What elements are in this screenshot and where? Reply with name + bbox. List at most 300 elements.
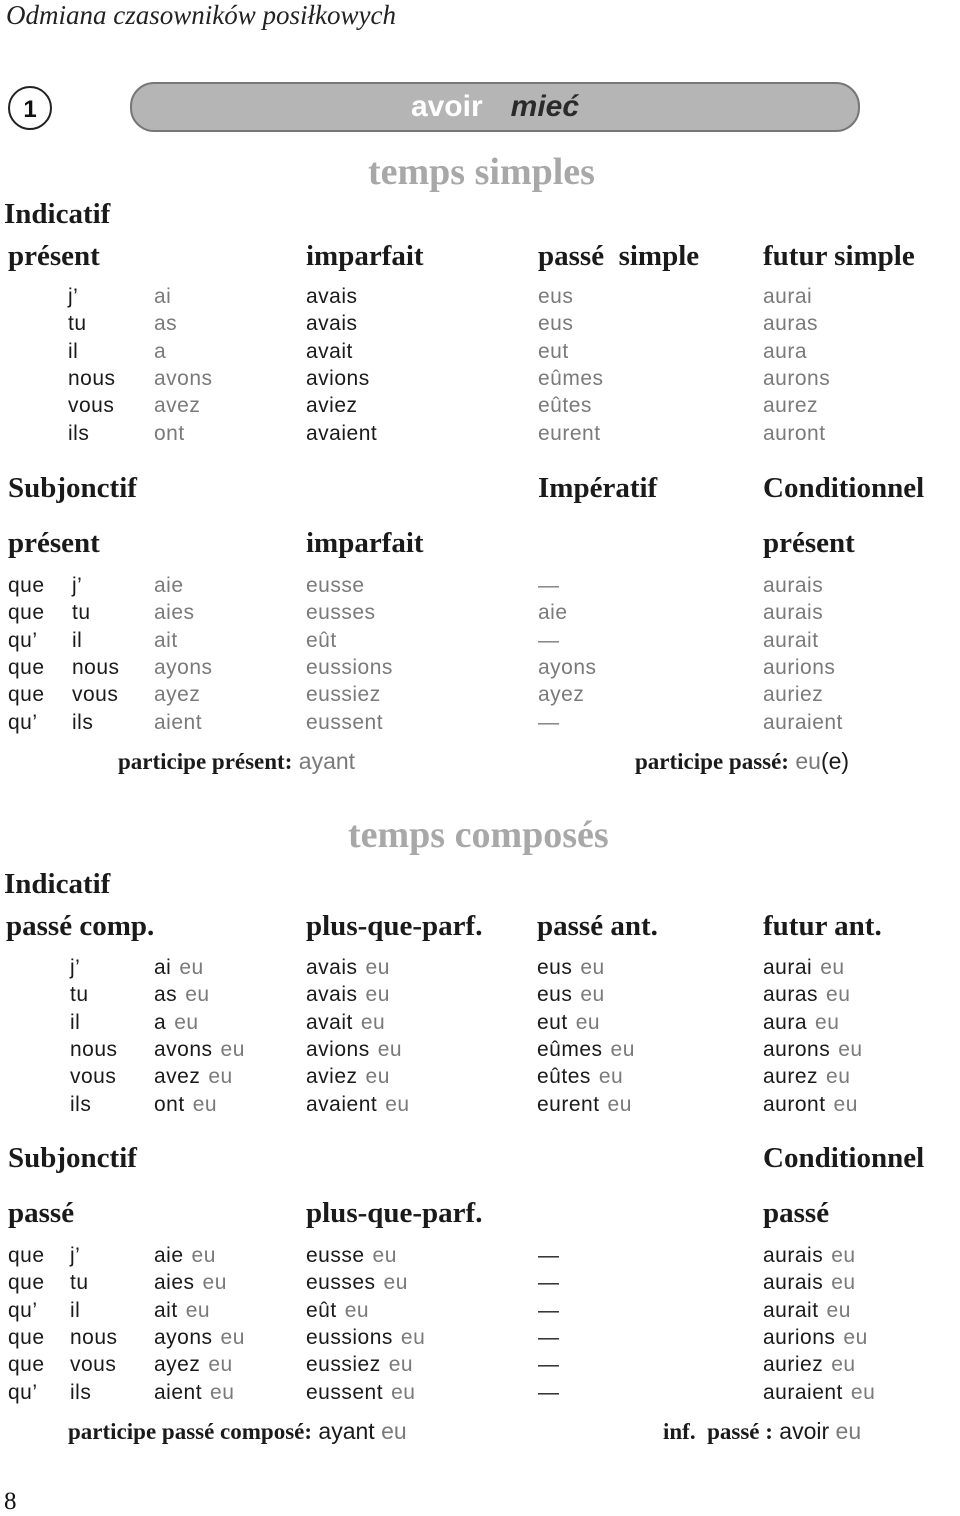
subjc-passe-5 (154, 1381, 234, 1405)
indc-passe-anterieur-3-aux: eu (610, 1037, 635, 1061)
indc-futur-anterieur-2-aux: eu (815, 1010, 840, 1034)
subj-present-5 (154, 711, 202, 735)
ind-present-0-text: ai (154, 285, 172, 308)
subj-pronoun-0-text: j’ (72, 574, 83, 597)
participe-passe-label: participe passé: (635, 749, 789, 774)
subjc-pronoun-3-text: nous (70, 1325, 118, 1349)
subjc-imperatif-5 (538, 1381, 560, 1405)
indc-passe-compose-0-text: ai (154, 956, 172, 979)
ind-futur-2 (763, 340, 807, 364)
subj-present-5-text: aient (154, 710, 203, 734)
subj-present-0-text: aie (154, 574, 184, 597)
verb-french: avoir (410, 90, 483, 123)
ind-imparfait-4-text: aviez (306, 394, 358, 418)
ind-imparfait-0-text: avais (306, 285, 358, 308)
subj-pronoun-2 (72, 629, 82, 653)
ind-pronoun-0 (68, 285, 78, 309)
subjc-imperatif-3-text: — (538, 1325, 560, 1349)
subj-imparfait-2-text: eût (306, 628, 337, 652)
subjc-plus-que-parfait-3-text: eussions (306, 1325, 393, 1349)
indc-passe-compose-4-aux: eu (208, 1065, 233, 1089)
participe-passe-value: eu (795, 748, 821, 774)
condc-passe-4-aux: eu (831, 1353, 856, 1377)
indc-passe-compose-3-text: avons (154, 1037, 213, 1061)
subj-que-1-text: que (8, 601, 45, 625)
verb-polish: mieć (510, 90, 580, 123)
subjc-plus-que-parfait-5-text: eussent (306, 1380, 384, 1404)
subjc-passe-0 (154, 1244, 216, 1268)
indc-plus-que-parfait-0 (306, 956, 390, 980)
subj-imparfait-3-text: eussions (306, 655, 393, 679)
subjc-passe-0-text: aie (154, 1244, 184, 1267)
ind-pronoun-2-text: il (68, 339, 79, 363)
imperatif-4-text: ayez (538, 683, 585, 707)
subj-que-3 (8, 656, 45, 680)
subjc-imperatif-0-text: — (538, 1244, 560, 1267)
subjc-que-4 (8, 1353, 45, 1377)
indc-passe-compose-4-text: avez (154, 1065, 201, 1089)
ind-pronoun-3 (68, 367, 116, 391)
subjc-passe-0-aux: eu (191, 1244, 216, 1267)
condc-passe-0 (763, 1244, 856, 1268)
participe-passe-compose-aux: eu (381, 1418, 407, 1444)
ind-passe-simple-5-text: eurent (538, 421, 601, 445)
subj-que-5 (8, 711, 38, 735)
indc-plus-que-parfait-2-aux: eu (360, 1010, 386, 1034)
subj-que-2 (8, 629, 38, 653)
ind-imparfait-0 (306, 285, 358, 309)
mood-subjonctif-compose: Subjonctif (8, 1142, 137, 1174)
subjc-imperatif-2 (538, 1299, 560, 1323)
subjc-imperatif-4-text: — (538, 1353, 560, 1377)
indc-futur-anterieur-1-text: auras (763, 983, 819, 1007)
ind-pronoun-0-text: j’ (68, 285, 79, 308)
indc-plus-que-parfait-3-text: avions (306, 1037, 370, 1061)
cond-present-5-text: auraient (763, 710, 843, 734)
tense-subj-imparfait: imparfait (306, 527, 424, 559)
indc-pronoun-0 (70, 956, 80, 980)
section-title-simple: temps simples (368, 151, 595, 193)
page-title: Odmiana czasowników posiłkowych (6, 0, 396, 30)
indc-futur-anterieur-2 (763, 1011, 839, 1035)
ind-present-3 (154, 367, 213, 391)
indc-passe-compose-2-aux: eu (174, 1010, 199, 1034)
indc-plus-que-parfait-5-aux: eu (385, 1092, 410, 1116)
subjc-plus-que-parfait-0-text: eusse (306, 1244, 365, 1267)
subjc-imperatif-2-text: — (538, 1298, 560, 1322)
indc-futur-anterieur-2-text: aura (763, 1010, 808, 1034)
indc-passe-compose-3 (154, 1038, 245, 1062)
cond-present-0 (763, 574, 823, 598)
subjc-passe-4-aux: eu (208, 1353, 233, 1377)
subjc-imperatif-0 (538, 1244, 560, 1268)
condc-passe-1-text: aurais (763, 1271, 824, 1295)
ind-imparfait-2 (306, 340, 353, 364)
subj-pronoun-4 (72, 683, 118, 707)
indc-plus-que-parfait-3-aux: eu (377, 1037, 403, 1061)
subj-pronoun-3 (72, 656, 120, 680)
imperatif-2-text: — (538, 628, 560, 652)
indc-passe-compose-5-aux: eu (192, 1092, 218, 1116)
indc-passe-anterieur-2-text: eut (537, 1010, 568, 1034)
indc-plus-que-parfait-0-aux: eu (365, 956, 390, 979)
subj-present-2-text: ait (154, 628, 178, 652)
ind-imparfait-4 (306, 394, 358, 418)
subj-pronoun-1 (72, 601, 91, 625)
indc-passe-anterieur-1-text: eus (537, 983, 573, 1007)
ind-passe-simple-5 (538, 422, 601, 446)
subjc-pronoun-1 (70, 1271, 89, 1295)
indc-plus-que-parfait-1 (306, 983, 390, 1007)
indc-passe-compose-4 (154, 1065, 233, 1089)
indc-passe-compose-1-text: as (154, 983, 178, 1007)
verb-banner (130, 82, 860, 132)
mood-indicatif-compose: Indicatif (4, 868, 111, 900)
ind-imparfait-1 (306, 312, 358, 336)
participe-passe-compose-label: participe passé composé: (68, 1419, 313, 1444)
ind-pronoun-4-text: vous (68, 394, 115, 418)
indc-passe-anterieur-0-aux: eu (580, 956, 605, 979)
condc-passe-1 (763, 1271, 856, 1295)
ind-present-4-text: avez (154, 394, 201, 418)
indc-passe-anterieur-0 (537, 956, 605, 980)
tense-futur-simple: futur simple (763, 240, 915, 272)
imperatif-1-text: aie (538, 601, 568, 625)
ind-futur-5-text: auront (763, 421, 826, 445)
indc-passe-compose-0-aux: eu (179, 956, 204, 979)
subjc-que-1-text: que (8, 1271, 45, 1295)
subjc-passe-1 (154, 1271, 227, 1295)
subjc-que-3 (8, 1326, 45, 1350)
indc-plus-que-parfait-1-text: avais (306, 983, 358, 1007)
subjc-passe-3 (154, 1326, 245, 1350)
cond-present-0-text: aurais (763, 574, 824, 597)
indc-passe-anterieur-5 (537, 1093, 632, 1117)
tense-cond-passe: passé (763, 1197, 830, 1229)
mood-indicatif: Indicatif (4, 198, 111, 230)
condc-passe-4-text: auriez (763, 1353, 824, 1377)
subjc-passe-2 (154, 1299, 210, 1323)
indc-futur-anterieur-4 (763, 1065, 850, 1089)
mood-subjonctif: Subjonctif (8, 472, 137, 504)
cond-present-4 (763, 683, 823, 707)
mood-conditionnel-compose: Conditionnel (763, 1142, 925, 1174)
condc-passe-5 (763, 1381, 875, 1405)
subjc-passe-3-aux: eu (220, 1325, 245, 1349)
ind-passe-simple-1 (538, 312, 573, 336)
section-title-compose: temps composés (348, 814, 609, 856)
subj-present-4-text: ayez (154, 683, 201, 707)
imperatif-3-text: ayons (538, 655, 597, 679)
indc-plus-que-parfait-4 (306, 1065, 390, 1089)
indc-passe-anterieur-3-text: eûmes (537, 1037, 603, 1061)
ind-imparfait-5-text: avaient (306, 421, 378, 445)
subjc-que-4-text: que (8, 1353, 45, 1377)
ind-present-4 (154, 394, 200, 418)
subjc-passe-4-text: ayez (154, 1353, 201, 1377)
tense-passe-anterieur: passé ant. (537, 910, 658, 942)
indc-pronoun-5-text: ils (70, 1092, 92, 1116)
ind-futur-3 (763, 367, 830, 391)
indc-passe-anterieur-1-aux: eu (580, 983, 605, 1007)
cond-present-3-text: aurions (763, 655, 836, 679)
ind-present-0 (154, 285, 171, 309)
ind-passe-simple-4 (538, 394, 592, 418)
subj-present-1-text: aies (154, 601, 195, 625)
ind-pronoun-1-text: tu (68, 312, 87, 336)
indc-passe-anterieur-0-text: eus (537, 956, 573, 979)
condc-passe-5-aux: eu (850, 1380, 876, 1404)
mood-imperatif: Impératif (538, 472, 658, 504)
subjc-pronoun-2-text: il (70, 1298, 81, 1322)
subjc-pronoun-4 (70, 1353, 116, 1377)
indc-passe-anterieur-4-text: eûtes (537, 1065, 591, 1089)
ind-present-3-text: avons (154, 366, 213, 390)
indc-passe-compose-1-aux: eu (185, 983, 210, 1007)
indc-passe-anterieur-5-aux: eu (607, 1092, 632, 1116)
indc-futur-anterieur-1-aux: eu (826, 983, 851, 1007)
indc-passe-anterieur-3 (537, 1038, 635, 1062)
mood-conditionnel: Conditionnel (763, 472, 925, 504)
condc-passe-2 (763, 1299, 851, 1323)
subj-pronoun-1-text: tu (72, 601, 91, 625)
ind-imparfait-5 (306, 422, 377, 446)
tense-subj-present: présent (8, 527, 100, 559)
infinitif-passe-aux: eu (835, 1418, 862, 1444)
cond-present-5 (763, 711, 843, 735)
subjc-imperatif-4 (538, 1353, 560, 1377)
condc-passe-1-aux: eu (831, 1271, 856, 1295)
subj-que-3-text: que (8, 655, 45, 679)
cond-present-2 (763, 629, 819, 653)
ind-futur-2-text: aura (763, 339, 808, 363)
indc-futur-anterieur-3 (763, 1038, 863, 1062)
subjc-plus-que-parfait-5-aux: eu (391, 1380, 416, 1404)
subj-pronoun-3-text: nous (72, 655, 120, 679)
ind-pronoun-4 (68, 394, 114, 418)
indc-plus-que-parfait-2 (306, 1011, 385, 1035)
verb-number-badge: 1 (8, 86, 52, 130)
subjc-imperatif-1-text: — (538, 1271, 560, 1295)
subjc-plus-que-parfait-0 (306, 1244, 397, 1268)
subj-que-2-text: qu’ (8, 628, 38, 652)
tense-present: présent (8, 240, 100, 272)
subj-imparfait-1 (306, 601, 376, 625)
ind-futur-3-text: aurons (763, 366, 831, 390)
ind-present-1 (154, 312, 177, 336)
subjc-plus-que-parfait-2-text: eût (306, 1298, 337, 1322)
indc-plus-que-parfait-4-text: aviez (306, 1065, 358, 1089)
subj-present-3-text: ayons (154, 655, 213, 679)
condc-passe-3-text: aurions (763, 1325, 836, 1349)
imperatif-0-text: — (538, 574, 560, 597)
imperatif-5-text: — (538, 710, 560, 734)
indc-pronoun-1 (70, 983, 89, 1007)
indc-plus-que-parfait-1-aux: eu (365, 983, 390, 1007)
subj-que-5-text: qu’ (8, 710, 38, 734)
indc-pronoun-5 (70, 1093, 91, 1117)
imperatif-3 (538, 656, 597, 680)
imperatif-1 (538, 601, 568, 625)
subjc-pronoun-0 (70, 1244, 80, 1268)
indc-passe-anterieur-4-aux: eu (598, 1065, 624, 1089)
subjc-passe-3-text: ayons (154, 1325, 213, 1349)
subjc-passe-2-aux: eu (185, 1298, 211, 1322)
imperatif-0 (538, 574, 560, 598)
indc-pronoun-1-text: tu (70, 983, 89, 1007)
cond-present-3 (763, 656, 835, 680)
participe-present (118, 748, 355, 775)
indc-futur-anterieur-3-text: aurons (763, 1037, 831, 1061)
indc-futur-anterieur-0 (763, 956, 845, 980)
subjc-pronoun-5-text: ils (70, 1380, 92, 1404)
indc-passe-compose-2-text: a (154, 1010, 167, 1034)
subj-imparfait-2 (306, 629, 337, 653)
tense-subj-plus-que-parfait: plus-que-parf. (306, 1197, 483, 1229)
indc-pronoun-2-text: il (70, 1010, 81, 1034)
tense-passe-simple: passé simple (538, 240, 700, 272)
indc-plus-que-parfait-5-text: avaient (306, 1092, 378, 1116)
participe-passe-suffix: (e) (820, 748, 850, 774)
ind-futur-5 (763, 422, 826, 446)
ind-imparfait-2-text: avait (306, 339, 353, 363)
cond-present-4-text: auriez (763, 683, 824, 707)
infinitif-passe-value: avoir (779, 1418, 830, 1444)
infinitif-passe-label: inf. passé : (663, 1419, 773, 1444)
indc-passe-compose-5 (154, 1093, 217, 1117)
subjc-que-3-text: que (8, 1325, 45, 1349)
tense-subj-passe: passé (8, 1197, 75, 1229)
indc-futur-anterieur-5 (763, 1093, 858, 1117)
condc-passe-5-text: auraient (763, 1380, 843, 1404)
indc-pronoun-0-text: j’ (70, 956, 81, 979)
indc-passe-anterieur-1 (537, 983, 605, 1007)
subj-imparfait-5-text: eussent (306, 710, 384, 734)
indc-pronoun-3 (70, 1038, 118, 1062)
subj-imparfait-0-text: eusse (306, 574, 365, 597)
participe-passe-compose (68, 1418, 407, 1445)
subjc-que-2 (8, 1299, 38, 1323)
indc-plus-que-parfait-5 (306, 1093, 410, 1117)
subj-que-4-text: que (8, 683, 45, 707)
indc-futur-anterieur-1 (763, 983, 850, 1007)
subj-pronoun-5 (72, 711, 93, 735)
subjc-passe-1-text: aies (154, 1271, 195, 1295)
subj-imparfait-0 (306, 574, 365, 598)
subj-imparfait-1-text: eusses (306, 601, 376, 625)
subjc-pronoun-3 (70, 1326, 118, 1350)
indc-futur-anterieur-0-text: aurai (763, 956, 813, 979)
subjc-plus-que-parfait-4-text: eussiez (306, 1353, 381, 1377)
subj-present-4 (154, 683, 200, 707)
subjc-plus-que-parfait-1-text: eusses (306, 1271, 376, 1295)
indc-plus-que-parfait-3 (306, 1038, 402, 1062)
imperatif-5 (538, 711, 560, 735)
indc-pronoun-4-text: vous (70, 1065, 117, 1089)
subj-que-0-text: que (8, 574, 45, 597)
indc-futur-anterieur-5-aux: eu (833, 1092, 858, 1116)
subjc-imperatif-1 (538, 1271, 560, 1295)
indc-pronoun-3-text: nous (70, 1037, 118, 1061)
ind-futur-1 (763, 312, 818, 336)
ind-present-2-text: a (154, 339, 167, 363)
indc-passe-anterieur-2 (537, 1011, 600, 1035)
subjc-plus-que-parfait-1-aux: eu (383, 1271, 408, 1295)
subjc-que-1 (8, 1271, 45, 1295)
condc-passe-3-aux: eu (843, 1325, 868, 1349)
subjc-plus-que-parfait-5 (306, 1381, 415, 1405)
participe-passe-compose-value: ayant (318, 1418, 375, 1444)
ind-pronoun-1 (68, 312, 87, 336)
subjc-pronoun-4-text: vous (70, 1353, 117, 1377)
ind-present-5 (154, 422, 185, 446)
subjc-pronoun-0-text: j’ (70, 1244, 81, 1267)
indc-futur-anterieur-3-aux: eu (838, 1037, 863, 1061)
cond-present-1 (763, 601, 823, 625)
subjc-que-0 (8, 1244, 45, 1268)
subjc-passe-5-text: aient (154, 1380, 203, 1404)
ind-imparfait-3 (306, 367, 370, 391)
ind-passe-simple-3-text: eûmes (538, 366, 604, 390)
indc-futur-anterieur-0-aux: eu (820, 956, 845, 979)
subjc-que-5 (8, 1381, 38, 1405)
participe-present-value: ayant (298, 748, 356, 774)
subj-que-0 (8, 574, 45, 598)
tense-passe-compose: passé comp. (6, 910, 155, 942)
infinitif-passe (663, 1418, 861, 1445)
subjc-pronoun-5 (70, 1381, 91, 1405)
indc-pronoun-4 (70, 1065, 116, 1089)
indc-pronoun-2 (70, 1011, 80, 1035)
ind-futur-4 (763, 394, 818, 418)
subjc-imperatif-3 (538, 1326, 560, 1350)
subj-imparfait-3 (306, 656, 393, 680)
subj-imparfait-5 (306, 711, 383, 735)
ind-passe-simple-0 (538, 285, 573, 309)
indc-futur-anterieur-4-text: aurez (763, 1065, 819, 1089)
ind-passe-simple-0-text: eus (538, 285, 574, 308)
subjc-passe-4 (154, 1353, 233, 1377)
subjc-plus-que-parfait-2-aux: eu (344, 1298, 370, 1322)
condc-passe-2-text: aurait (763, 1298, 819, 1322)
subj-present-2 (154, 629, 178, 653)
subjc-que-0-text: que (8, 1244, 45, 1267)
subj-pronoun-2-text: il (72, 628, 83, 652)
ind-passe-simple-1-text: eus (538, 312, 574, 336)
indc-passe-anterieur-2-aux: eu (575, 1010, 601, 1034)
page-number: 8 (4, 1488, 17, 1515)
ind-passe-simple-2 (538, 340, 569, 364)
ind-pronoun-5 (68, 422, 89, 446)
ind-passe-simple-3 (538, 367, 604, 391)
tense-futur-anterieur: futur ant. (763, 910, 882, 942)
ind-present-5-text: ont (154, 421, 185, 445)
tense-plus-que-parfait: plus-que-parf. (306, 910, 483, 942)
ind-pronoun-2 (68, 340, 78, 364)
ind-futur-1-text: auras (763, 312, 819, 336)
subjc-que-2-text: qu’ (8, 1298, 38, 1322)
indc-passe-compose-0 (154, 956, 204, 980)
subj-present-1 (154, 601, 195, 625)
cond-present-2-text: aurait (763, 628, 819, 652)
subjc-passe-5-aux: eu (210, 1380, 235, 1404)
indc-passe-compose-3-aux: eu (220, 1037, 245, 1061)
indc-plus-que-parfait-2-text: avait (306, 1010, 353, 1034)
subj-imparfait-4-text: eussiez (306, 683, 381, 707)
subjc-plus-que-parfait-1 (306, 1271, 408, 1295)
subjc-passe-1-aux: eu (202, 1271, 227, 1295)
indc-passe-compose-1 (154, 983, 210, 1007)
